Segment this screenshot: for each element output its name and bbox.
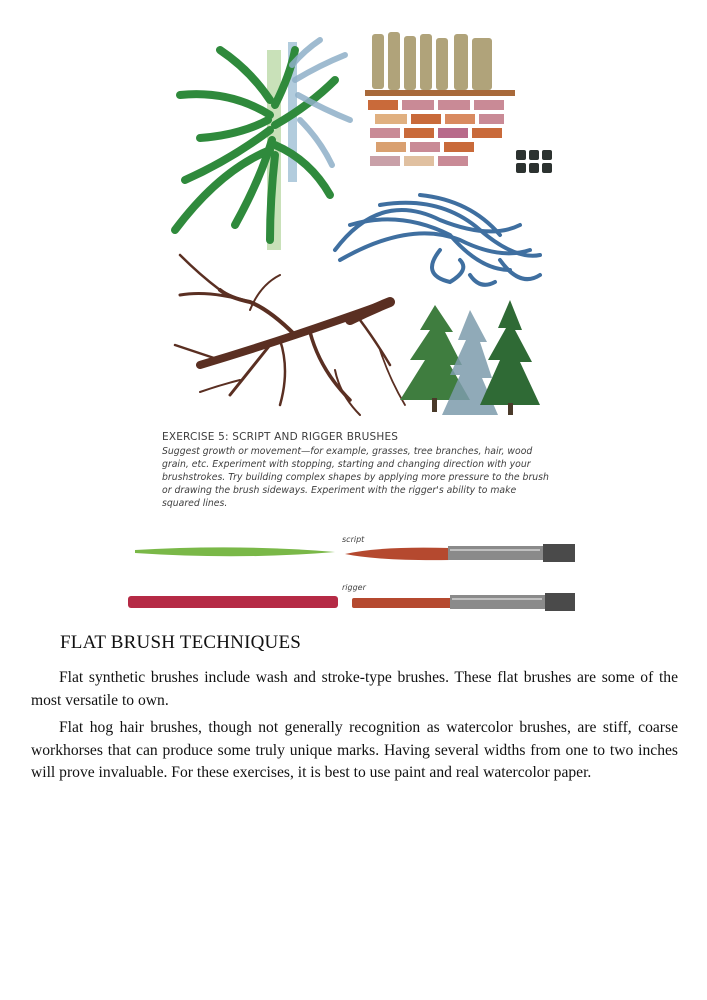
bamboo-painting	[175, 40, 350, 250]
script-brush	[345, 544, 575, 562]
watercolor-illustration	[120, 20, 590, 625]
tree-branch-painting	[175, 255, 405, 415]
script-stroke-swatch	[135, 547, 335, 556]
brick-wall-painting	[365, 32, 552, 173]
exercise-line-3: brushstrokes. Try building complex shapes by applying more pressure to the brush	[162, 472, 549, 483]
body-paragraph-2: Flat hog hair brushes, though not generally recognition as watercolor brushes, are stiff, coarse workhorses that can produce some truly unique marks. Having several widths from one to two inches will prove invaluable. For these exercises, it is best to use paint and real watercolor paper.	[31, 719, 678, 781]
rigger-stroke-swatch	[128, 596, 338, 608]
exercise-line-4: or drawing the brush sideways. Experiment with the rigger's ability to make	[162, 485, 517, 496]
pine-trees-painting	[400, 300, 540, 415]
exercise-heading: EXERCISE 5: SCRIPT AND RIGGER BRUSHES	[162, 431, 399, 443]
exercise-line-1: Suggest growth or movement—for example, grasses, tree branches, hair, wood	[162, 446, 533, 457]
rigger-brush-label: rigger	[342, 583, 366, 592]
exercise-line-5: squared lines.	[162, 498, 228, 509]
script-brush-label: script	[342, 535, 365, 544]
body-paragraph-1: Flat synthetic brushes include wash and stroke-type brushes. These flat brushes are some of the most versatile to own.	[31, 669, 678, 709]
wave-strokes-painting	[335, 195, 540, 285]
rigger-brush	[352, 593, 575, 611]
exercise-line-2: grain, etc. Experiment with stopping, starting and changing direction with your	[162, 459, 531, 470]
section-title: FLAT BRUSH TECHNIQUES	[60, 632, 302, 653]
